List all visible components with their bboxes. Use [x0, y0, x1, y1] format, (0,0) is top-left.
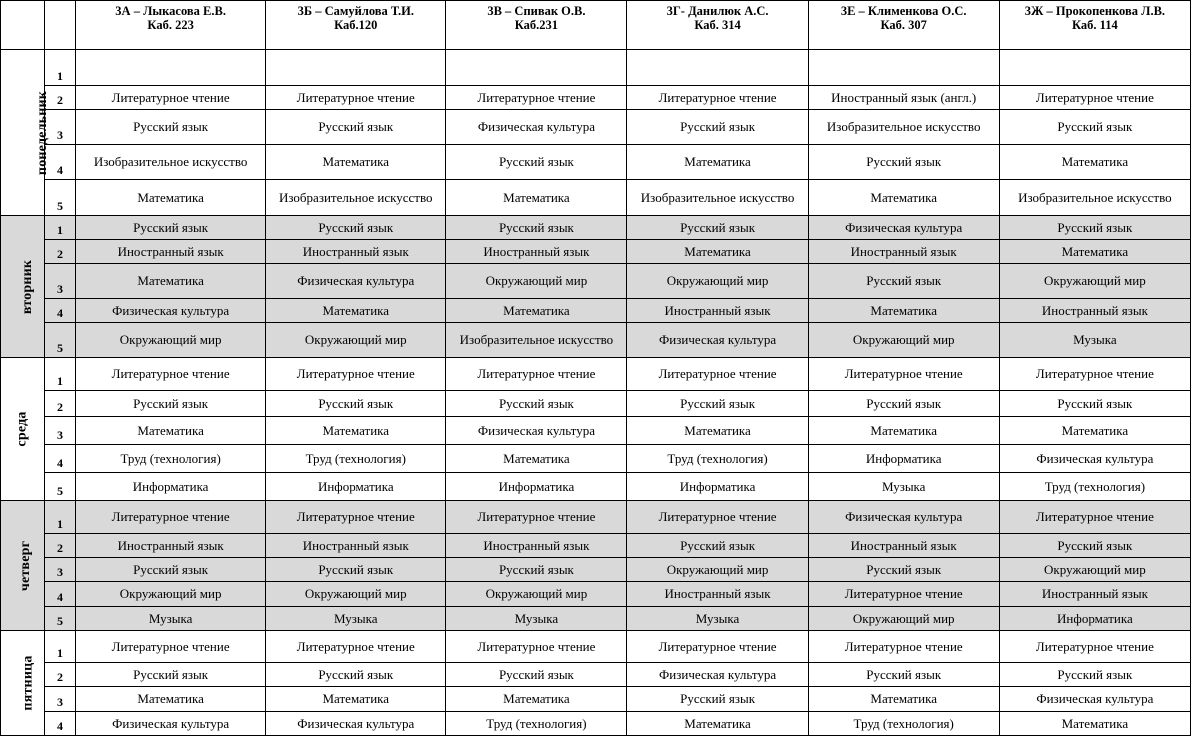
- subject-cell: Русский язык: [76, 663, 266, 687]
- subject-cell: Русский язык: [999, 391, 1190, 417]
- subject-cell: Литературное чтение: [266, 631, 446, 663]
- subject-cell: Информатика: [446, 473, 627, 501]
- lesson-row: [1, 358, 1191, 391]
- subject-cell: Литературное чтение: [446, 631, 627, 663]
- lesson-row: [1, 687, 1191, 712]
- subject-cell: Русский язык: [808, 663, 999, 687]
- subject-cell: Русский язык: [266, 110, 446, 145]
- class-header: 3А – Лыкасова Е.В. Каб. 223: [76, 1, 266, 50]
- subject-cell: Физическая культура: [76, 299, 266, 323]
- subject-cell: Математика: [808, 417, 999, 445]
- schedule-body: [1, 50, 1191, 736]
- subject-cell: Физическая культура: [999, 445, 1190, 473]
- lesson-row: [1, 240, 1191, 264]
- subject-cell: Литературное чтение: [266, 501, 446, 534]
- subject-cell: Русский язык: [808, 558, 999, 582]
- subject-cell: Математика: [446, 299, 627, 323]
- subject-cell: Физическая культура: [446, 110, 627, 145]
- lesson-number: 2: [45, 391, 76, 417]
- corner-cell: [45, 1, 76, 50]
- subject-cell: Русский язык: [999, 663, 1190, 687]
- subject-cell: Физическая культура: [266, 264, 446, 299]
- subject-cell: Математика: [999, 240, 1190, 264]
- lesson-row: [1, 631, 1191, 663]
- subject-cell: Изобразительное искусство: [999, 180, 1190, 216]
- subject-cell: Изобразительное искусство: [808, 110, 999, 145]
- class-header: 3В – Спивак О.В. Каб.231: [446, 1, 627, 50]
- subject-cell: Окружающий мир: [76, 323, 266, 358]
- subject-cell: Иностранный язык: [76, 240, 266, 264]
- subject-cell: Иностранный язык: [76, 534, 266, 558]
- subject-cell: Математика: [76, 264, 266, 299]
- subject-cell: Математика: [627, 240, 808, 264]
- subject-cell: Окружающий мир: [999, 264, 1190, 299]
- subject-cell: Русский язык: [627, 110, 808, 145]
- lesson-number: 4: [45, 445, 76, 473]
- subject-cell: Литературное чтение: [76, 501, 266, 534]
- subject-cell: Русский язык: [446, 391, 627, 417]
- subject-cell: Информатика: [627, 473, 808, 501]
- day-label: [1, 631, 45, 736]
- lesson-number: 2: [45, 240, 76, 264]
- subject-cell: Физическая культура: [627, 323, 808, 358]
- lesson-number: 3: [45, 264, 76, 299]
- subject-cell: Математика: [808, 180, 999, 216]
- subject-cell: Русский язык: [446, 663, 627, 687]
- subject-cell: Музыка: [999, 323, 1190, 358]
- subject-cell: Математика: [266, 299, 446, 323]
- subject-cell: Русский язык: [808, 264, 999, 299]
- subject-cell: Литературное чтение: [808, 631, 999, 663]
- subject-cell: Изобразительное искусство: [266, 180, 446, 216]
- subject-cell: Литературное чтение: [999, 86, 1190, 110]
- lesson-number: 1: [45, 358, 76, 391]
- subject-cell: Математика: [808, 687, 999, 712]
- subject-cell: Математика: [76, 180, 266, 216]
- lesson-number: 4: [45, 145, 76, 180]
- class-header: 3Е – Клименкова О.С. Каб. 307: [808, 1, 999, 50]
- lesson-number: 5: [45, 607, 76, 631]
- subject-cell: Русский язык: [76, 110, 266, 145]
- subject-cell: Русский язык: [266, 216, 446, 240]
- subject-cell: Русский язык: [446, 216, 627, 240]
- subject-cell: Иностранный язык: [266, 240, 446, 264]
- subject-cell: Музыка: [266, 607, 446, 631]
- subject-cell: [76, 50, 266, 86]
- subject-cell: Литературное чтение: [627, 358, 808, 391]
- lesson-number: 3: [45, 417, 76, 445]
- lesson-number: 3: [45, 558, 76, 582]
- lesson-row: [1, 50, 1191, 86]
- subject-cell: Русский язык: [999, 216, 1190, 240]
- subject-cell: Окружающий мир: [627, 264, 808, 299]
- lesson-number: 3: [45, 687, 76, 712]
- subject-cell: Литературное чтение: [446, 501, 627, 534]
- subject-cell: Иностранный язык: [808, 240, 999, 264]
- header-row: [1, 1, 1191, 50]
- subject-cell: Русский язык: [808, 145, 999, 180]
- subject-cell: Литературное чтение: [999, 631, 1190, 663]
- subject-cell: Математика: [266, 145, 446, 180]
- subject-cell: Литературное чтение: [76, 631, 266, 663]
- lesson-row: [1, 145, 1191, 180]
- subject-cell: Математика: [446, 445, 627, 473]
- lesson-row: [1, 86, 1191, 110]
- lesson-number: 1: [45, 216, 76, 240]
- subject-cell: Физическая культура: [808, 501, 999, 534]
- subject-cell: Физическая культура: [266, 712, 446, 736]
- subject-cell: Окружающий мир: [808, 323, 999, 358]
- subject-cell: [266, 50, 446, 86]
- day-name: пятница: [20, 655, 36, 711]
- lesson-row: [1, 323, 1191, 358]
- subject-cell: Математика: [446, 687, 627, 712]
- subject-cell: Иностранный язык: [266, 534, 446, 558]
- subject-cell: Иностранный язык: [627, 299, 808, 323]
- subject-cell: Литературное чтение: [808, 582, 999, 607]
- lesson-row: [1, 264, 1191, 299]
- subject-cell: Изобразительное искусство: [446, 323, 627, 358]
- subject-cell: Иностранный язык: [999, 299, 1190, 323]
- subject-cell: [999, 50, 1190, 86]
- subject-cell: Русский язык: [999, 110, 1190, 145]
- lesson-number: 4: [45, 712, 76, 736]
- subject-cell: Музыка: [446, 607, 627, 631]
- subject-cell: Труд (технология): [999, 473, 1190, 501]
- subject-cell: Математика: [999, 417, 1190, 445]
- subject-cell: Русский язык: [446, 558, 627, 582]
- subject-cell: Окружающий мир: [76, 582, 266, 607]
- subject-cell: Иностранный язык: [446, 534, 627, 558]
- day-name: четверг: [18, 540, 34, 591]
- subject-cell: Математика: [76, 687, 266, 712]
- subject-cell: Русский язык: [266, 663, 446, 687]
- subject-cell: Иностранный язык (англ.): [808, 86, 999, 110]
- subject-cell: Литературное чтение: [76, 86, 266, 110]
- subject-cell: Информатика: [266, 473, 446, 501]
- subject-cell: Математика: [266, 687, 446, 712]
- lesson-row: [1, 582, 1191, 607]
- lesson-row: [1, 417, 1191, 445]
- subject-cell: Литературное чтение: [266, 86, 446, 110]
- day-label: [1, 358, 45, 501]
- subject-cell: Музыка: [627, 607, 808, 631]
- subject-cell: Математика: [266, 417, 446, 445]
- subject-cell: Русский язык: [999, 534, 1190, 558]
- subject-cell: Изобразительное искусство: [627, 180, 808, 216]
- subject-cell: Труд (технология): [446, 712, 627, 736]
- subject-cell: Труд (технология): [76, 445, 266, 473]
- class-header: 3Б – Самуйлова Т.И. Каб.120: [266, 1, 446, 50]
- lesson-number: 5: [45, 473, 76, 501]
- lesson-row: [1, 216, 1191, 240]
- subject-cell: Литературное чтение: [446, 358, 627, 391]
- subject-cell: Труд (технология): [627, 445, 808, 473]
- lesson-row: [1, 712, 1191, 736]
- subject-cell: Физическая культура: [999, 687, 1190, 712]
- subject-cell: Окружающий мир: [446, 264, 627, 299]
- subject-cell: Математика: [446, 180, 627, 216]
- subject-cell: Окружающий мир: [266, 582, 446, 607]
- subject-cell: Литературное чтение: [999, 358, 1190, 391]
- subject-cell: Иностранный язык: [627, 582, 808, 607]
- lesson-number: 2: [45, 534, 76, 558]
- subject-cell: Литературное чтение: [627, 86, 808, 110]
- subject-cell: Физическая культура: [446, 417, 627, 445]
- subject-cell: Русский язык: [627, 216, 808, 240]
- subject-cell: Математика: [999, 712, 1190, 736]
- subject-cell: [808, 50, 999, 86]
- subject-cell: Литературное чтение: [76, 358, 266, 391]
- lesson-number: 3: [45, 110, 76, 145]
- lesson-number: 4: [45, 299, 76, 323]
- lesson-row: [1, 534, 1191, 558]
- subject-cell: Математика: [627, 712, 808, 736]
- subject-cell: Математика: [808, 299, 999, 323]
- subject-cell: Русский язык: [76, 216, 266, 240]
- subject-cell: Русский язык: [627, 534, 808, 558]
- subject-cell: Окружающий мир: [446, 582, 627, 607]
- lesson-number: 1: [45, 50, 76, 86]
- subject-cell: Изобразительное искусство: [76, 145, 266, 180]
- subject-cell: Информатика: [76, 473, 266, 501]
- lesson-row: [1, 299, 1191, 323]
- subject-cell: Труд (технология): [266, 445, 446, 473]
- subject-cell: Музыка: [808, 473, 999, 501]
- subject-cell: Литературное чтение: [999, 501, 1190, 534]
- lesson-row: [1, 501, 1191, 534]
- lesson-number: 5: [45, 323, 76, 358]
- subject-cell: Информатика: [999, 607, 1190, 631]
- lesson-number: 4: [45, 582, 76, 607]
- lesson-row: [1, 180, 1191, 216]
- subject-cell: Литературное чтение: [627, 501, 808, 534]
- subject-cell: Труд (технология): [808, 712, 999, 736]
- day-label: [1, 501, 45, 631]
- subject-cell: Музыка: [76, 607, 266, 631]
- day-name: вторник: [20, 259, 36, 314]
- subject-cell: Физическая культура: [627, 663, 808, 687]
- lesson-number: 2: [45, 663, 76, 687]
- subject-cell: Литературное чтение: [446, 86, 627, 110]
- day-name: понедельник: [35, 90, 51, 175]
- day-name: среда: [14, 411, 30, 447]
- subject-cell: [627, 50, 808, 86]
- subject-cell: Физическая культура: [808, 216, 999, 240]
- subject-cell: Литературное чтение: [627, 631, 808, 663]
- subject-cell: Математика: [627, 145, 808, 180]
- corner-cell: [1, 1, 45, 50]
- subject-cell: Русский язык: [446, 145, 627, 180]
- subject-cell: Русский язык: [808, 391, 999, 417]
- day-label: [1, 216, 45, 358]
- subject-cell: Математика: [999, 145, 1190, 180]
- lesson-row: [1, 607, 1191, 631]
- class-header: 3Г- Данилюк А.С. Каб. 314: [627, 1, 808, 50]
- lesson-row: [1, 110, 1191, 145]
- day-label: [1, 50, 51, 216]
- subject-cell: Математика: [76, 417, 266, 445]
- lesson-number: 2: [45, 86, 76, 110]
- subject-cell: Окружающий мир: [266, 323, 446, 358]
- class-header: 3Ж – Прокопенкова Л.В. Каб. 114: [999, 1, 1190, 50]
- subject-cell: Русский язык: [76, 558, 266, 582]
- lesson-number: 5: [45, 180, 76, 216]
- lesson-row: [1, 558, 1191, 582]
- subject-cell: Русский язык: [266, 391, 446, 417]
- subject-cell: Русский язык: [76, 391, 266, 417]
- subject-cell: Русский язык: [266, 558, 446, 582]
- lesson-number: 1: [45, 631, 76, 663]
- lesson-row: [1, 445, 1191, 473]
- subject-cell: Окружающий мир: [808, 607, 999, 631]
- subject-cell: Окружающий мир: [627, 558, 808, 582]
- lesson-number: 1: [45, 501, 76, 534]
- subject-cell: Иностранный язык: [999, 582, 1190, 607]
- lesson-row: [1, 473, 1191, 501]
- lesson-row: [1, 391, 1191, 417]
- subject-cell: Иностранный язык: [446, 240, 627, 264]
- subject-cell: [446, 50, 627, 86]
- subject-cell: Информатика: [808, 445, 999, 473]
- subject-cell: Физическая культура: [76, 712, 266, 736]
- subject-cell: Литературное чтение: [266, 358, 446, 391]
- lesson-row: [1, 663, 1191, 687]
- subject-cell: Русский язык: [627, 687, 808, 712]
- subject-cell: Математика: [627, 417, 808, 445]
- subject-cell: Литературное чтение: [808, 358, 999, 391]
- subject-cell: Окружающий мир: [999, 558, 1190, 582]
- subject-cell: Русский язык: [627, 391, 808, 417]
- subject-cell: Иностранный язык: [808, 534, 999, 558]
